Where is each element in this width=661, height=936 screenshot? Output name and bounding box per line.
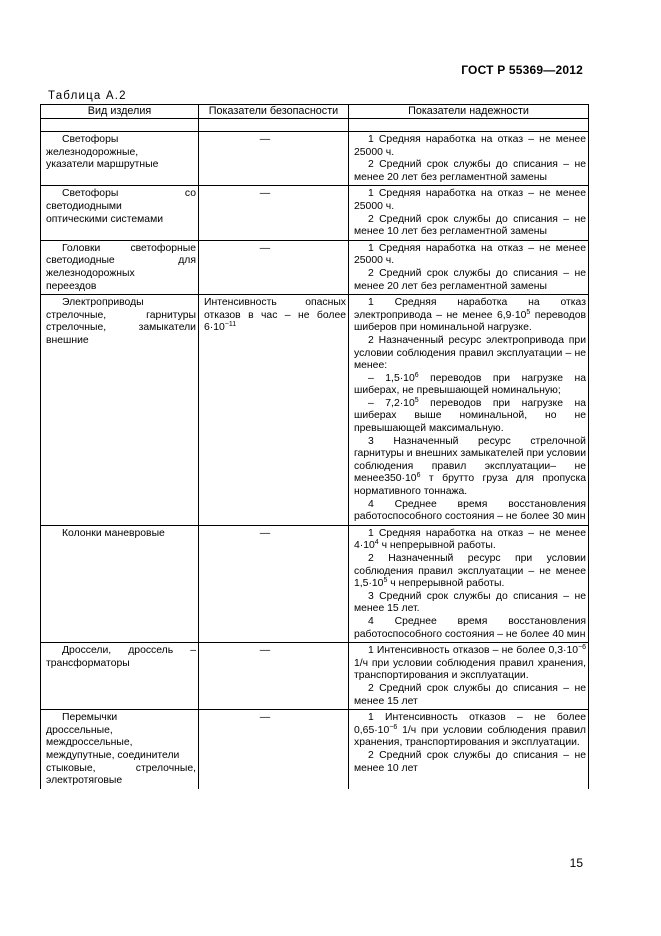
product-name-line: Головки светофорные (62, 242, 196, 254)
reliability-item: 1 Средняя наработка на отказ электропривода – не менее $6,9\cdot 10^5$ переводов шиберов при номинальной нагрузке. (354, 297, 586, 334)
column-header-product: Вид изделия (41, 105, 199, 119)
reliability-item: 2 Средний срок службы до списания – не менее 15 лет (354, 682, 586, 707)
product-name-line: стрелочные, гарнитуры (46, 309, 196, 321)
safety-cell (199, 710, 349, 789)
product-name-line: внешние (46, 334, 89, 346)
reliability-item: 1 Средняя наработка на отказ – не менее 25000 ч. (354, 188, 586, 212)
safety-cell (199, 240, 349, 294)
reliability-item: 2 Средний срок службы до списания – не менее 20 лет без регламентной замены (354, 159, 586, 183)
table-row (41, 240, 589, 294)
table-row (41, 295, 589, 526)
table-row (41, 643, 589, 710)
reliability-item: 2 Средний срок службы до списания – не менее 20 лет без регламентной замены (354, 267, 586, 292)
reliability-item: 2 Назначенный ресурс при условии соблюдения правил эксплуатации – не менее $1,5\cdot 10^5$ ч непрерывной работы. (354, 553, 586, 590)
table-row (41, 525, 589, 642)
reliability-item: 3 Средний срок службы до списания – не менее 15 лет. (354, 590, 586, 615)
reliability-item: 2 Средний срок службы до списания – не менее 10 лет (354, 749, 586, 774)
table-row (41, 186, 589, 240)
reliability-item: – $1,5\cdot 10^6$ переводов при нагрузке на шиберах, не превышающей номинальную; (354, 371, 586, 397)
safety-dash: — (259, 188, 271, 200)
reliability-cell (349, 240, 589, 294)
safety-cell (199, 186, 349, 240)
column-header-safety: Показатели безопасности (199, 105, 349, 119)
safety-dash: — (259, 134, 271, 145)
product-name-line: Дроссели, дроссель – (62, 645, 196, 657)
reliability-cell (349, 186, 589, 240)
product-name-line: междупутные, соединители (46, 749, 180, 761)
reliability-item: 3 Назначенный ресурс стрелочной гарнитуры и внешних замыкателей при условии соблюдения правил эксплуатации– не $менее350\cdot 10^6$ т брутто груза для пропуска нормативного тоннажа. (354, 435, 586, 498)
product-name-line: стыковые, стрелочные, (46, 762, 196, 774)
reliability-item: 4 Среднее время восстановления работоспособного состояния – не более 30 мин (354, 498, 586, 523)
reliability-item: 1 Средняя наработка на отказ – не менее 25000 ч. (354, 242, 586, 267)
reliability-item: 1 Средняя наработка на отказ – не менее 25000 ч. (354, 134, 586, 158)
product-name-line: светодиодными (46, 200, 122, 212)
reliability-item: 1 Интенсивность отказов – не более $0,3\cdot 10^{-6}$ 1/ч при условии соблюдения правил хранения, транспортирования и эксплуатации. (354, 644, 586, 682)
page-number: 15 (569, 856, 583, 870)
product-name-line: Светофоры со (62, 188, 196, 200)
table-row (41, 710, 589, 789)
product-name-line: трансформаторы (46, 657, 130, 669)
safety-cell (199, 525, 349, 642)
safety-dash: — (259, 712, 271, 724)
product-name-line: дроссельные, (46, 724, 113, 736)
safety-dash: — (259, 527, 271, 539)
product-name-line: Перемычки (62, 712, 118, 724)
column-header-reliability: Показатели надежности (349, 105, 589, 119)
reliability-item: – $7,2\cdot 10^5$ переводов при нагрузке на шиберах выше номинальной, но не превышающей максимальную. (354, 396, 586, 435)
product-name-line: переездов (46, 280, 97, 292)
table-header-row (41, 105, 589, 119)
product-name-line: стрелочные, замыкатели (46, 322, 196, 334)
product-cell (41, 186, 199, 240)
reliability-cell (349, 710, 589, 789)
product-name-line: железнодорожных (46, 267, 135, 279)
safety-dash: — (259, 645, 271, 657)
product-cell (41, 295, 199, 526)
product-name-line: междроссельные, (46, 737, 133, 749)
reliability-item: 2 Средний срок службы до списания – не менее 10 лет без регламентной замены (354, 213, 586, 238)
table-caption: Таблица А.2 (48, 90, 127, 102)
reliability-cell (349, 643, 589, 710)
reliability-table (40, 104, 589, 789)
safety-cell (199, 643, 349, 710)
product-name-line: Светофоры (62, 134, 119, 145)
product-name-line: указатели маршрутные (46, 159, 159, 171)
safety-dash: — (259, 242, 271, 254)
product-name-line: Колонки маневровые (62, 527, 165, 539)
table-spacer-row (41, 119, 589, 132)
product-name-line: светодиодные для (46, 255, 196, 267)
reliability-item: 2 Назначенный ресурс электропривода при условии соблюдения правил эксплуатации – не менее: (354, 334, 586, 372)
product-cell (41, 643, 199, 710)
product-cell (41, 710, 199, 789)
product-name-line: Электроприводы (62, 297, 144, 309)
safety-cell (199, 132, 349, 186)
reliability-item: 1 Средняя наработка на отказ – не менее $4\cdot 10^4$ ч непрерывной работы. (354, 527, 586, 552)
product-name-line: железнодорожные, (46, 146, 139, 158)
safety-value: Интенсивность опасных отказов в час – не более $6\cdot 10^{-11}$ (204, 297, 346, 334)
safety-cell (199, 295, 349, 526)
document-standard-header: ГОСТ Р 55369—2012 (461, 63, 583, 77)
product-cell (41, 240, 199, 294)
product-name-line: электротяговые (46, 775, 123, 787)
reliability-cell (349, 132, 589, 186)
reliability-item: 1 Интенсивность отказов – не более $0,65\cdot 10^{-6}$ 1/ч при условии соблюдения правил хранения, транспортирования и эксплуатации. (354, 712, 586, 749)
product-name-line: оптическими системами (46, 213, 164, 225)
table-row (41, 132, 589, 186)
reliability-cell (349, 295, 589, 526)
reliability-item: 4 Среднее время восстановления работоспособного состояния – не более 40 мин (354, 615, 586, 640)
product-cell (41, 525, 199, 642)
product-cell (41, 132, 199, 186)
reliability-cell (349, 525, 589, 642)
